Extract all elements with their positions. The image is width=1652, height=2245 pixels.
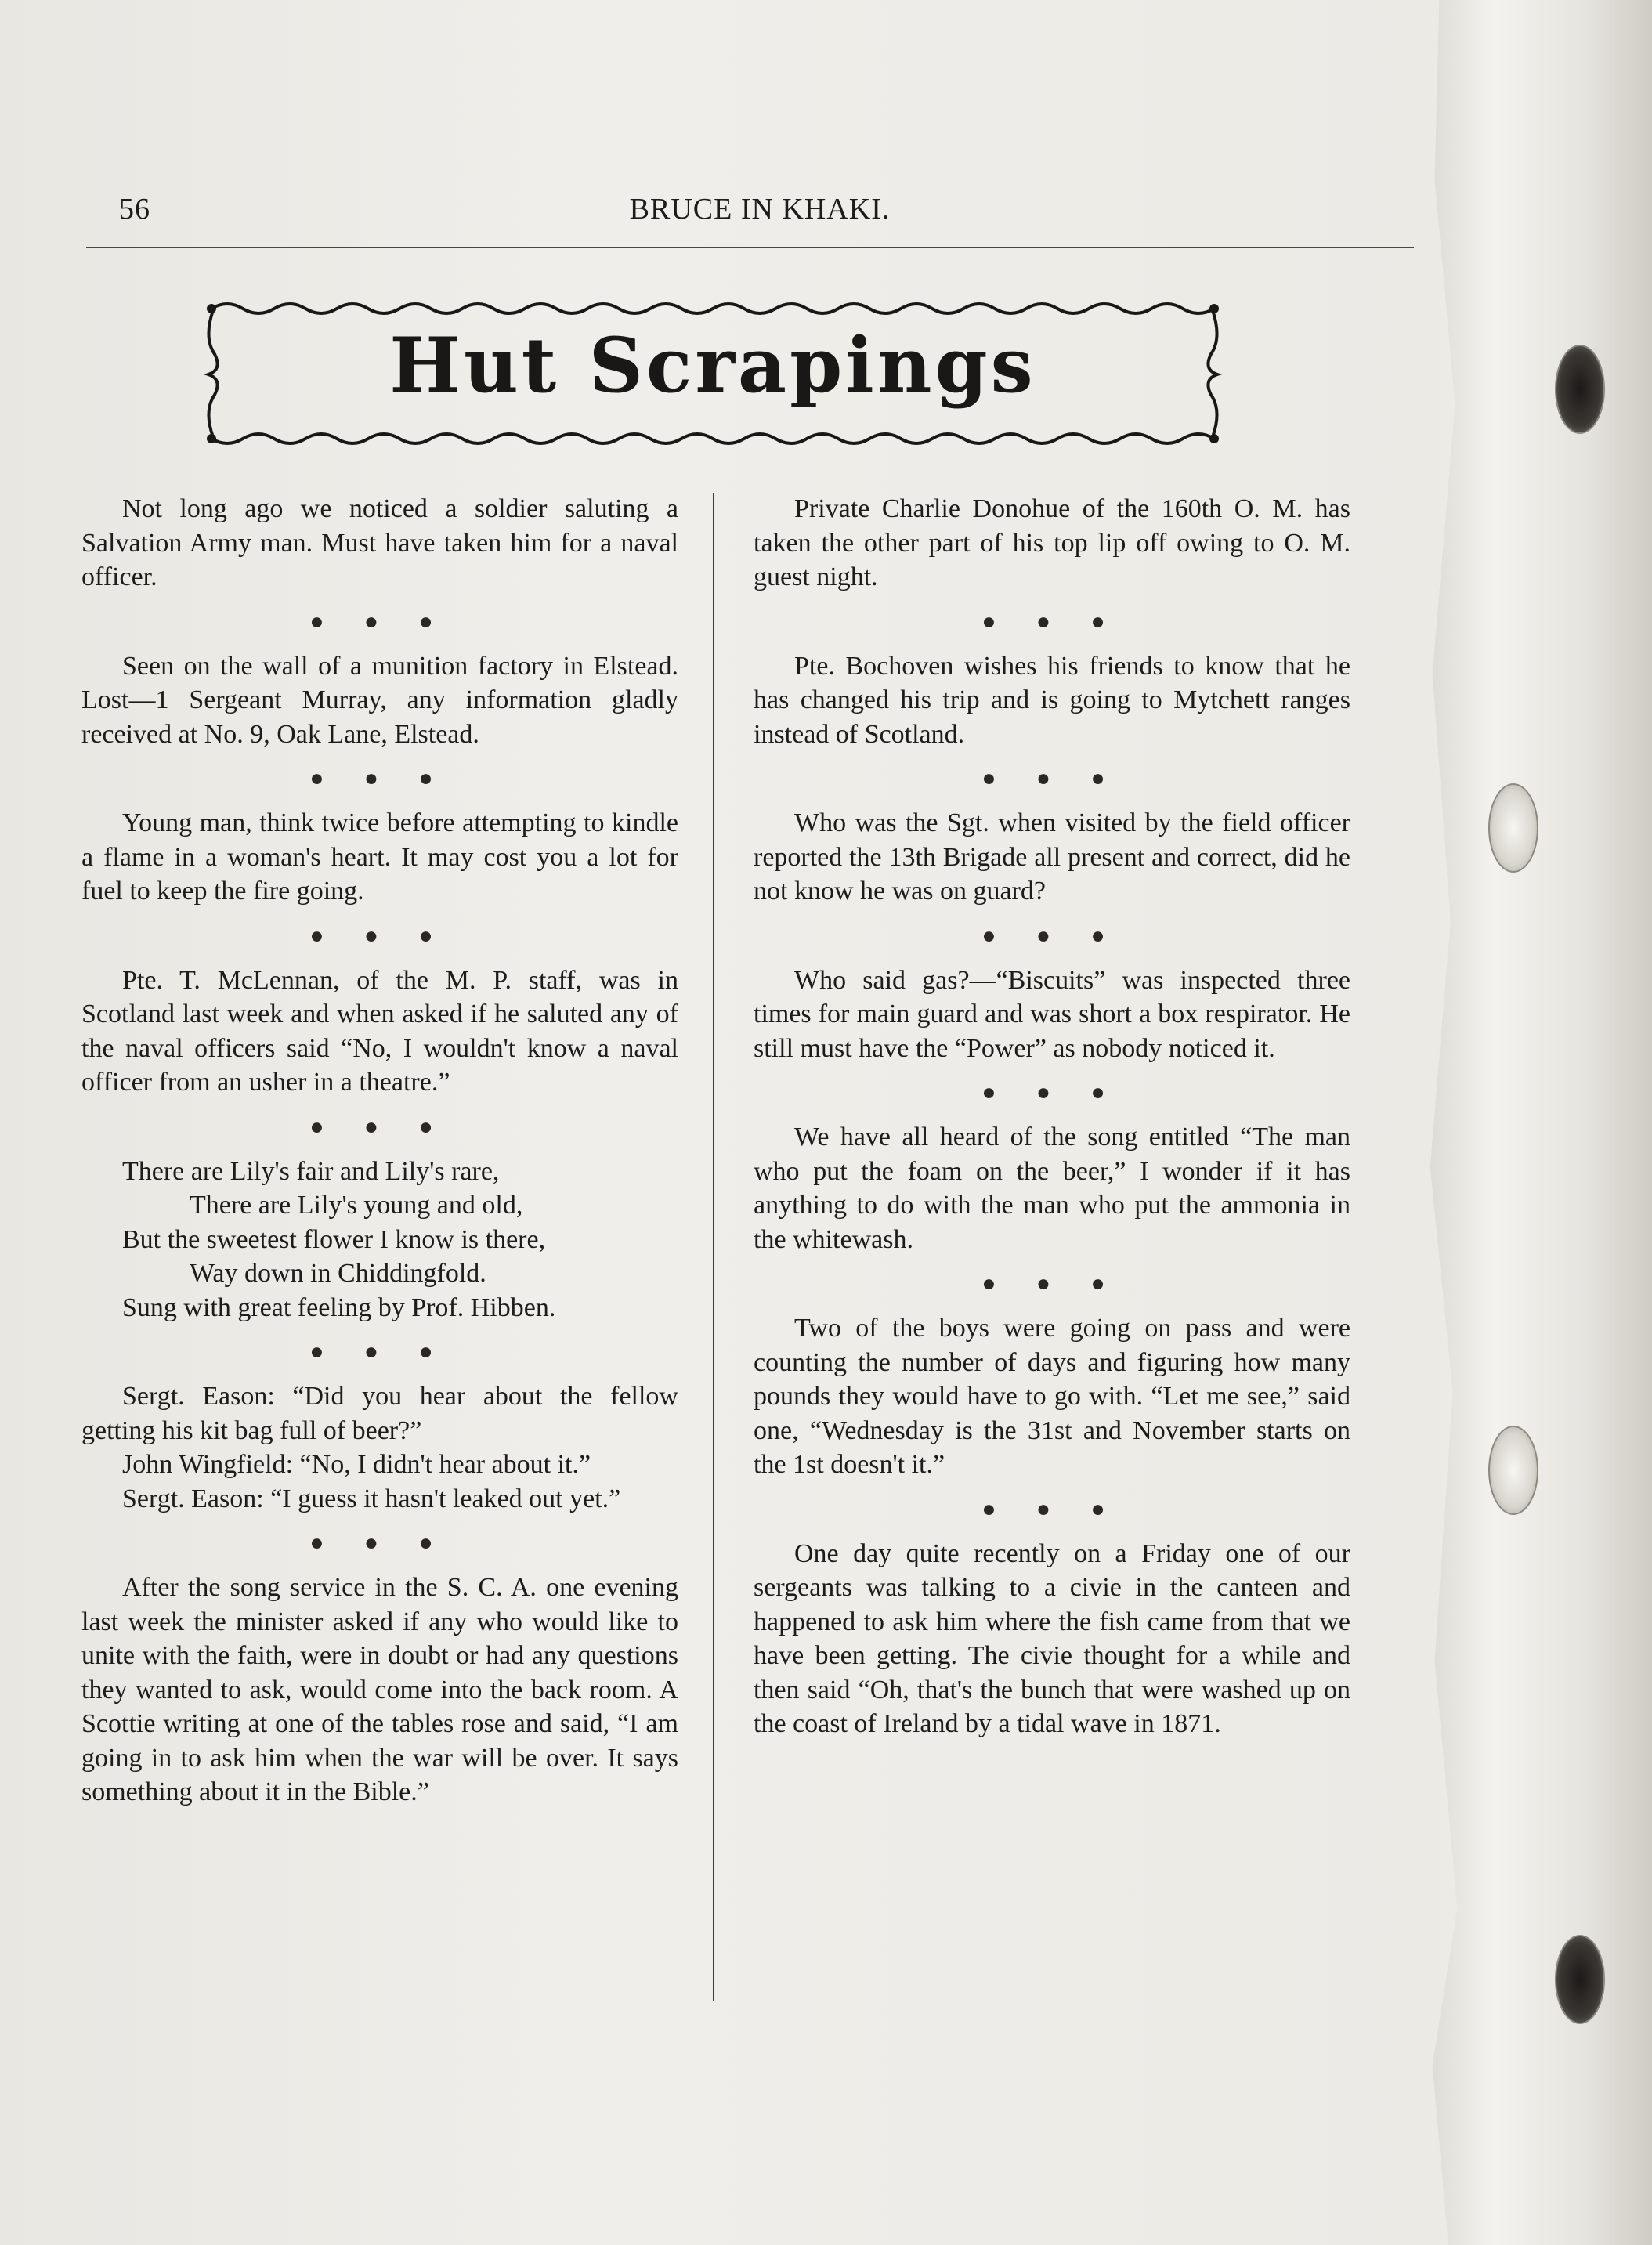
bullet-ornament: ● ● ●: [309, 608, 450, 634]
bullet-ornament: ● ● ●: [309, 1113, 450, 1140]
dialogue-line: Sergt. Eason: “Did you hear about the fellow getting his kit bag full of beer?”: [81, 1382, 678, 1445]
section-banner: [196, 291, 1230, 456]
poem-line: There are Lily's fair and Lily's rare,: [122, 1156, 500, 1186]
item-text: Pte. T. McLennan, of the M. P. staff, was in Scotland last week and when asked if he saluted any of the naval officers said “No, I wouldn't know a naval officer from an usher in a theatre.”: [81, 965, 678, 1097]
news-item: [81, 492, 678, 595]
journal-title: BRUCE IN KHAKI.: [629, 193, 891, 226]
item-text: We have all heard of the song entitled “The man who put the foam on the beer,” I wonder if it has anything to do with the man who put the ammonia in the whitewash.: [754, 1122, 1350, 1254]
news-item: [754, 1537, 1350, 1741]
news-item: [754, 492, 1350, 595]
item-text: Pte. Bochoven wishes his friends to know that he has changed his trip and is going to Mytchett ranges instead of Scotland.: [754, 651, 1350, 749]
binding-hole: [1555, 1935, 1605, 2024]
news-item: [754, 1120, 1350, 1256]
item-text: Who said gas?—“Biscuits” was inspected three times for main guard and was short a box respirator. He still must have the “Power” as nobody noticed it.: [754, 965, 1350, 1063]
news-item: [754, 1311, 1350, 1482]
section-title: Hut Scrapings: [389, 321, 1036, 410]
poem-credit: Sung with great feeling by Prof. Hibben.: [122, 1292, 556, 1322]
dialogue-line: John Wingfield: “No, I didn't hear about it.”: [122, 1450, 591, 1479]
bullet-ornament: ● ● ●: [309, 922, 450, 949]
bullet-ornament: ● ● ●: [309, 765, 450, 791]
item-text: Private Charlie Donohue of the 160th O. M. has taken the other part of his top lip off owing to O. M. guest night.: [754, 494, 1350, 591]
right-column: [754, 492, 1350, 1741]
item-text: Who was the Sgt. when visited by the field officer reported the 13th Brigade all present and correct, did he not know he was on guard?: [754, 808, 1350, 906]
bullet-ornament: ● ● ●: [981, 1079, 1122, 1105]
poem-line: Way down in Chiddingfold.: [190, 1259, 486, 1288]
page-number: 56: [119, 193, 150, 226]
item-text: Young man, think twice before attempting to kindle a flame in a woman's heart. It may cost you a lot for fuel to keep the fire going.: [81, 808, 678, 906]
column-divider: [713, 493, 714, 2001]
item-text: One day quite recently on a Friday one of our sergeants was talking to a civie in the canteen and happened to ask him where the fish came from that we have been getting. The civie thought for a while and then said “Oh, that's the bunch that were washed up on the coast of Ireland by a tidal wave in 1871.: [754, 1538, 1350, 1738]
poem-line: There are Lily's young and old,: [190, 1191, 523, 1220]
binding-hole: [1488, 1426, 1538, 1515]
running-head: [86, 192, 1433, 239]
torn-page-edge: [1426, 0, 1652, 2245]
binding-hole: [1555, 345, 1605, 434]
bullet-ornament: ● ● ●: [981, 608, 1122, 634]
item-text: Two of the boys were going on pass and were counting the number of days and figuring how many pounds they would have to go with. “Let me see,” said one, “Wednesday is the 31st and November starts on the 1st doesn't it.”: [754, 1314, 1350, 1479]
bullet-ornament: ● ● ●: [309, 1530, 450, 1556]
news-item: [81, 963, 678, 1100]
item-text: Seen on the wall of a munition factory in Elstead. Lost—1 Sergeant Murray, any information gladly received at No. 9, Oak Lane, Elstead.: [81, 651, 678, 749]
poem-line: But the sweetest flower I know is there,: [122, 1224, 546, 1254]
news-item: [754, 963, 1350, 1066]
header-rule: [86, 247, 1414, 248]
item-text: Not long ago we noticed a soldier saluting a Salvation Army man. Must have taken him for a naval officer.: [81, 494, 678, 591]
news-item: [754, 806, 1350, 909]
bullet-ornament: ● ● ●: [981, 1271, 1122, 1296]
dialogue-item: [81, 1379, 678, 1516]
news-item: [754, 649, 1350, 752]
left-column: [81, 492, 678, 1809]
bullet-ornament: ● ● ●: [981, 922, 1122, 949]
news-item: [81, 806, 678, 909]
poem: [81, 1155, 678, 1325]
bullet-ornament: ● ● ●: [309, 1339, 450, 1365]
dialogue-line: Sergt. Eason: “I guess it hasn't leaked out yet.”: [122, 1484, 621, 1513]
bullet-ornament: ● ● ●: [981, 1495, 1122, 1522]
binding-hole: [1488, 783, 1538, 873]
news-item: [81, 1571, 678, 1809]
news-item: [81, 649, 678, 752]
item-text: After the song service in the S. C. A. one evening last week the minister asked if any who would like to unite with the faith, were in doubt or had any questions they wanted to ask, would come into the back room. A Scottie writing at one of the tables rose and said, “I am going in to ask him when the war will be over. It says something about it in the Bible.”: [81, 1573, 678, 1806]
bullet-ornament: ● ● ●: [981, 765, 1122, 791]
